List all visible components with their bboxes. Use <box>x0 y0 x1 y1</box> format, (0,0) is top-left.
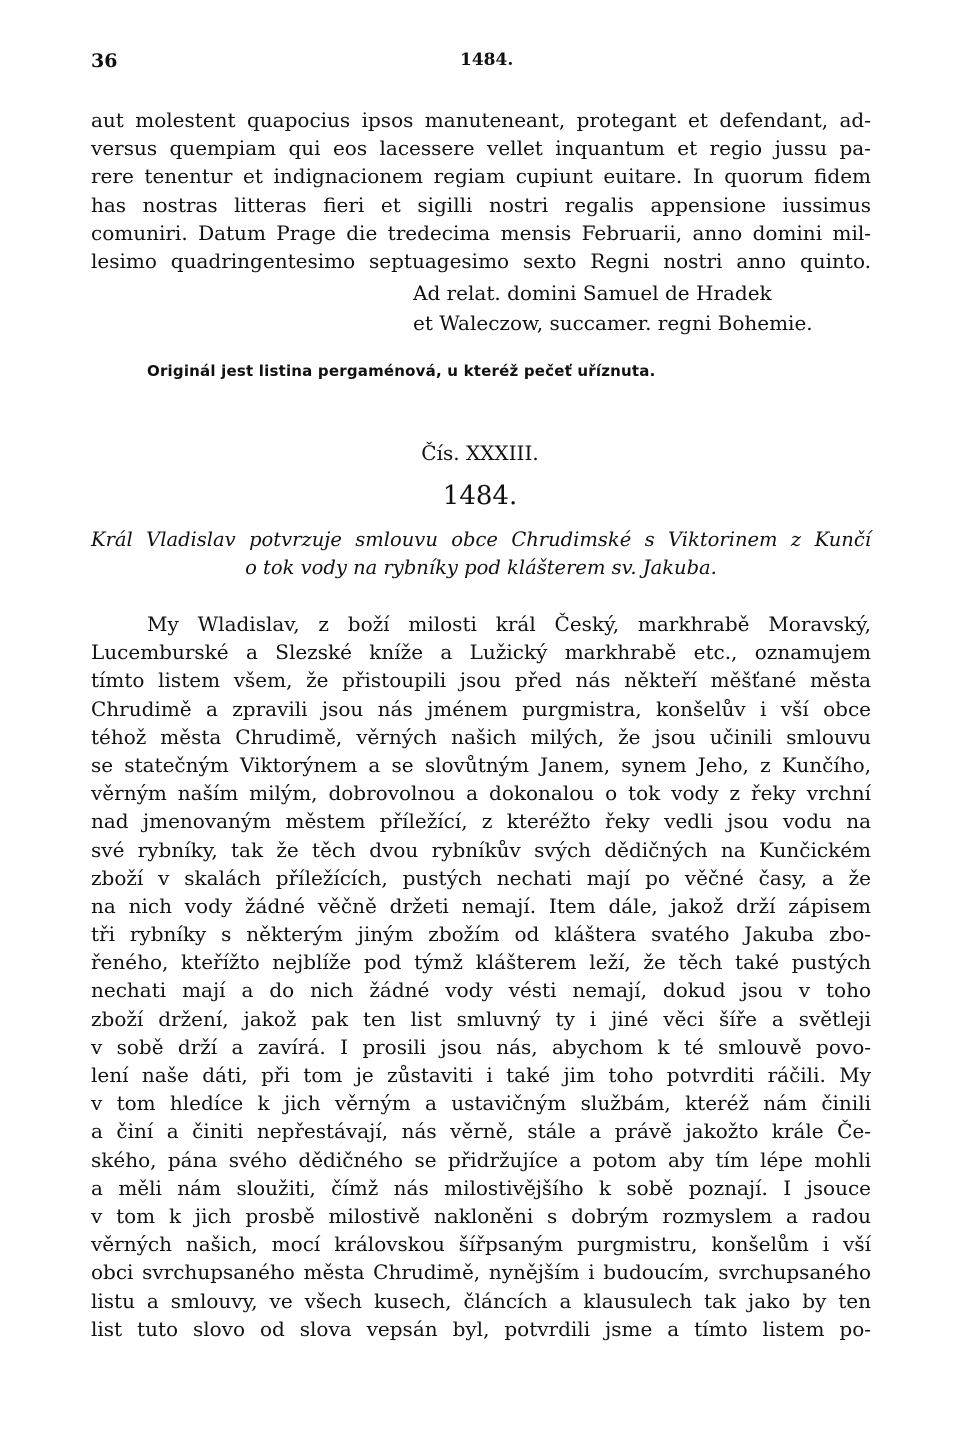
text-line: v sobě drží a zavírá. I prosili jsou nás, abychom k té smlouvě povo- <box>91 1034 871 1059</box>
text-line: v tom k jich prosbě milostivě nakloněni s dobrým rozmyslem a radou <box>91 1203 871 1228</box>
text-line: řeného, kteřížto nejblíže pod týmž klášterem leží, že těch také pustých <box>91 950 871 975</box>
previous-document-ending <box>91 106 871 275</box>
text-line: nechati mají a do nich žádné vody vésti nemají, dokud jsou v toho <box>91 978 871 1003</box>
text-line: tímto listem všem, že přistoupili jsou před nás někteří měšťané města <box>91 668 871 693</box>
text-line: na nich vody žádné věčně držeti nemají. Item dále, jakož drží zápisem <box>91 893 871 918</box>
document-title-line: o tok vody na rybníky pod klášterem sv. Jakuba. <box>245 556 717 579</box>
text-line: aut molestent quapocius ipsos manuteneant, protegant et defendant, ad- <box>91 108 871 132</box>
text-line: a měli nám sloužiti, čímž nás milostivějšího k sobě poznají. I jsouce <box>91 1175 871 1200</box>
text-line: Chrudimě a zpravili jsou nás jménem purgmistra, konšelův i vší obce <box>91 696 871 721</box>
text-line: zboží v skalách příležících, pustých nechati mají po věčné časy, a že <box>91 865 871 890</box>
text-line: téhož města Chrudimě, věrných našich milých, že jsou učinili smlouvu <box>91 724 871 749</box>
document-number: Čís. XXXIII. <box>421 441 539 465</box>
text-line: listu a smlouvy, ve všech kusech, článcích a klausulech tak jako by ten <box>91 1288 871 1313</box>
text-line: nad jmenovaným městem příležící, z kteréžto řeky vedli jsou vodu na <box>91 809 871 834</box>
text-line: list tuto slovo od slova vepsán byl, potvrdili jsme a tímto listem po- <box>91 1316 871 1341</box>
relation-line: et Waleczow, succamer. regni Bohemie. <box>413 311 813 335</box>
page-number: 36 <box>91 50 118 72</box>
running-header-year: 1484. <box>460 50 514 70</box>
text-line: věrných našich, mocí královskou šířpsaným purgmistru, konšelům i vší <box>91 1232 871 1257</box>
text-line: tři rybníky s některým jiným zbožím od kláštera svatého Jakuba zbo- <box>91 922 871 947</box>
document-title-line: Král Vladislav potvrzuje smlouvu obce Chrudimské s Viktorinem z Kunčí <box>91 528 871 551</box>
text-line: rere tenentur et indignacionem regiam cupiunt euitare. In quorum fidem <box>91 164 871 189</box>
document-year: 1484. <box>442 481 518 511</box>
text-line: věrným naším milým, dobrovolnou a dokonalou o tok vody z řeky vrchní <box>91 781 871 806</box>
text-line: své rybníky, tak že těch dvou rybníkův svých dědičných na Kunčickém <box>91 837 871 862</box>
text-line: lesimo quadringentesimo septuagesimo sexto Regni nostri anno quinto. <box>91 248 871 273</box>
archival-note: Originál jest listina pergaménová, u kteréž pečeť uříznuta. <box>147 362 656 380</box>
text-line: Lucemburské a Slezské kníže a Lužický markhrabě etc., oznamujem <box>91 640 871 665</box>
relation-line: Ad relat. domini Samuel de Hradek <box>413 281 772 305</box>
text-line: v tom hledíce k jich věrným a ustavičným službám, kteréž nám činili <box>91 1091 871 1116</box>
text-line: comuniri. Datum Prage die tredecima mensis Februarii, anno domini mil- <box>91 220 871 245</box>
document-body <box>91 610 871 1343</box>
text-line: versus quempiam qui eos lacessere vellet inquantum et regio jussu pa- <box>91 136 871 161</box>
text-line: My Wladislav, z boží milosti král Český, markhrabě Moravský, <box>147 612 871 636</box>
text-line: lení naše dáti, při tom je zůstaviti i také jim toho potvrditi ráčili. My <box>91 1063 871 1087</box>
text-line: ského, pána svého dědičného se přidržujíce a potom aby tím lépe mohli <box>91 1147 871 1172</box>
text-line: zboží držení, jakož pak ten list smluvný ty i jiné věci šíře a světleji <box>91 1006 871 1031</box>
text-line: has nostras litteras fieri et sigilli nostri regalis appensione iussimus <box>91 192 871 217</box>
text-line: obci svrchupsaného města Chrudimě, nynějším i budoucím, svrchupsaného <box>91 1260 871 1285</box>
text-line: a činí a činiti nepřestávají, nás věrně, stále a právě jakožto krále Če- <box>91 1119 871 1144</box>
text-line: se statečným Viktorýnem a se slovůtným Janem, synem Jeho, z Kunčího, <box>91 752 871 777</box>
